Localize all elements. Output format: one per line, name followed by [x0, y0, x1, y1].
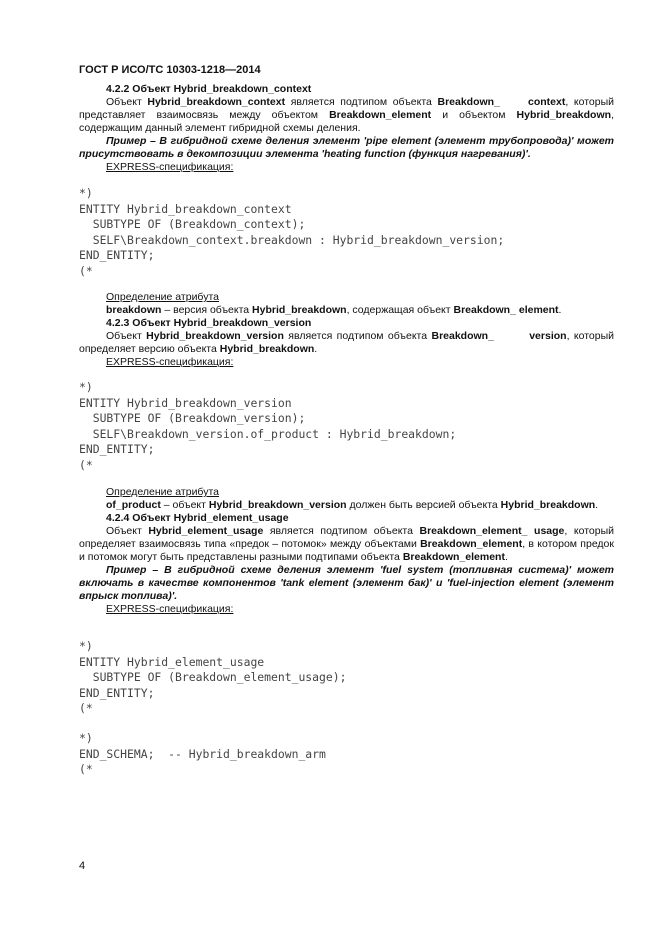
section-4-2-3 [79, 291, 614, 369]
express-label: EXPRESS-спецификация: [106, 603, 234, 615]
section-paragraph: Объект Hybrid_breakdown_version является подтипом объекта Breakdown_ version, который определяет версию объекта Hybrid_breakdown. [79, 330, 615, 355]
entity-name: Breakdown_ [437, 96, 500, 108]
section-4-2-4 [79, 486, 614, 616]
section-heading: 4.2.4 Объект Hybrid_element_usage [106, 512, 289, 524]
attribute-definition: breakdown – версия объекта Hybrid_breakdown, содержащая объект Breakdown_ element. [106, 304, 562, 316]
express-label: EXPRESS-спецификация: [106, 356, 234, 368]
section-paragraph: Объект Hybrid_element_usage является подтипом объекта Breakdown_element_ usage, который определяет взаимосвязь типа «предок – потомок» между объектами Breakdown_element, в котором предок и потомок могут быть представлены разными подтипами объекта Breakdown_element. [79, 525, 614, 563]
document-header: ГОСТ Р ИСО/ТС 10303-1218—2014 [79, 64, 261, 76]
express-code-block: *) ENTITY Hybrid_breakdown_context SUBTYPE OF (Breakdown_context); SELF\Breakdown_context.breakdown : Hybrid_breakdown_version; END_ENTITY; (* [79, 186, 505, 278]
page-number: 4 [79, 860, 86, 872]
section-heading: 4.2.3 Объект Hybrid_breakdown_version [106, 317, 312, 329]
end-schema-code-block: *) END_SCHEMA; -- Hybrid_breakdown_arm (* [79, 731, 326, 776]
section-heading: 4.2.2 Объект Hybrid_breakdown_context [106, 83, 312, 95]
entity-name: Breakdown_element [329, 109, 432, 121]
example-paragraph: Пример – В гибридной схеме деления элемент 'pipe element (элемент трубопровода)' может присутствовать в декомпозиции элемента 'heating function (функция нагревания)'. [79, 135, 614, 160]
attribute-label: Определение атрибута [106, 291, 219, 303]
example-paragraph: Пример – В гибридной схеме деления элемент 'fuel system (топливная система)' может включать в качестве компонентов 'tank element (элемент бак)' и 'fuel-injection element (элемент впрыск топлива)'. [79, 564, 614, 602]
entity-name: Hybrid_breakdown_context [147, 96, 286, 108]
attribute-definition: of_product – объект Hybrid_breakdown_version должен быть версией объекта Hybrid_breakdown. [106, 499, 599, 511]
express-code-block: *) ENTITY Hybrid_breakdown_version SUBTYPE OF (Breakdown_version); SELF\Breakdown_version.of_product : Hybrid_breakdown; END_ENTITY; (* [79, 380, 457, 472]
express-label: EXPRESS-спецификация: [106, 161, 234, 173]
section-paragraph: Объект Hybrid_breakdown_context является подтипом объекта Breakdown_ context, который представляет взаимосвязь между объектом Breakdown_element и объектом Hybrid_breakdown, содержащим данный элемент гибридной схемы деления. [79, 96, 614, 134]
section-4-2-2 [79, 83, 614, 174]
entity-name: Hybrid_breakdown [516, 109, 612, 121]
entity-name: context [528, 96, 566, 108]
attribute-label: Определение атрибута [106, 486, 219, 498]
express-code-block: *) ENTITY Hybrid_element_usage SUBTYPE OF (Breakdown_element_usage); END_ENTITY; (* [79, 639, 347, 715]
